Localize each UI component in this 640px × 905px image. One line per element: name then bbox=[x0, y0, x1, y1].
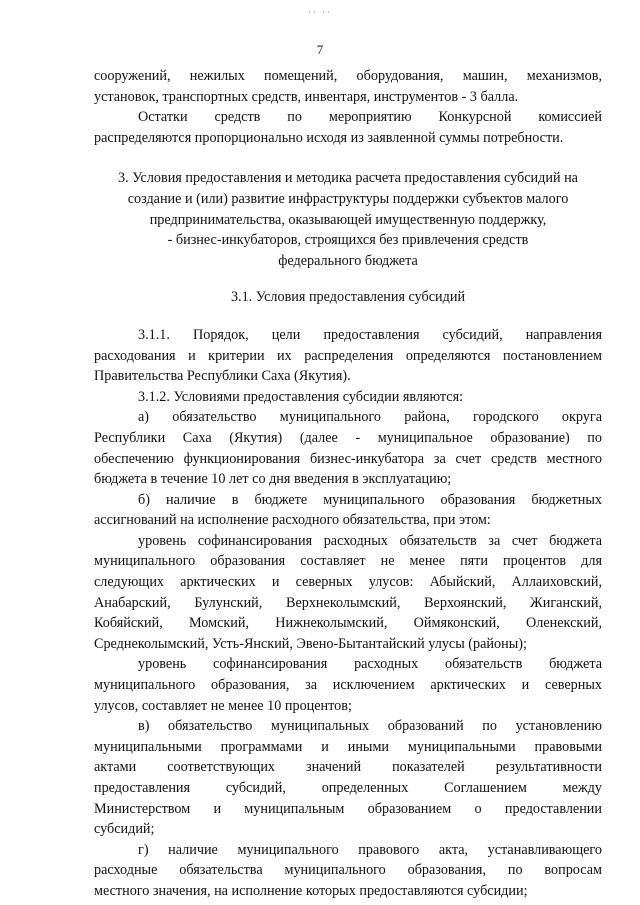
heading-line: - бизнес-инкубаторов, строящихся без привлечения средств bbox=[167, 232, 529, 249]
section-heading bbox=[88, 168, 608, 271]
text-line: обеспечению функционирования бизнес-инкубатора за счет средств местного bbox=[94, 450, 602, 467]
heading-line: 3. Условия предоставления и методика расчета предоставления субсидий на bbox=[118, 170, 578, 187]
text-line: бюджета в течение 10 лет со дня введения в эксплуатацию; bbox=[94, 471, 452, 488]
paragraph-b bbox=[94, 490, 602, 531]
text-line: г) наличие муниципального правового акта, устанавливающего bbox=[138, 841, 602, 858]
heading-line: предпринимательства, оказывающей имущественную поддержку, bbox=[149, 211, 547, 228]
scan-mark: ·· ·· bbox=[307, 7, 333, 17]
text-line: следующих арктических и северных улусов: Абыйский, Аллаиховский, bbox=[94, 574, 602, 591]
text-line: Среднеколымский, Усть-Янский, Эвено-Бытантайский улусы (районы); bbox=[94, 635, 527, 652]
text-line: Правительства Республики Саха (Якутия). bbox=[94, 368, 351, 385]
subsection-heading: 3.1. Условия предоставления субсидий bbox=[230, 289, 466, 306]
text-line: Республики Саха (Якутия) (далее - муниципальное образование) по bbox=[94, 429, 602, 446]
text-line: субсидий; bbox=[94, 821, 155, 838]
paragraph-v bbox=[94, 716, 602, 840]
text-line: Анабарский, Булунский, Верхнеколымский, Верхоянский, Жиганский, bbox=[94, 594, 602, 611]
heading-line: федерального бюджета bbox=[278, 252, 418, 269]
text-line: расходные обязательства муниципального образования, по вопросам bbox=[94, 862, 602, 879]
text-line: муниципального образования составляет не менее пяти процентов для bbox=[94, 553, 602, 570]
text-line: сооружений, нежилых помещений, оборудования, машин, механизмов, bbox=[94, 68, 602, 84]
text-line: муниципального образования, за исключением арктических и северных bbox=[94, 677, 602, 694]
text-line: предоставления субсидий, определенных Соглашением между bbox=[94, 780, 602, 796]
document-body bbox=[94, 66, 602, 902]
text-line: в) обязательство муниципальных образований по установлению bbox=[138, 718, 602, 735]
page-number: 7 bbox=[316, 42, 324, 57]
text-line: уровень софинансирования расходных обязательств бюджета bbox=[138, 656, 602, 673]
paragraph-a bbox=[94, 407, 602, 489]
text-line: Министерством и муниципальным образованием о предоставлении bbox=[94, 800, 602, 817]
paragraph-3-1-2: 3.1.2. Условиями предоставления субсидии являются: bbox=[138, 388, 464, 405]
text-line: местного значения, на исполнение которых предоставляются субсидии; bbox=[94, 882, 528, 899]
heading-line: создание и (или) развитие инфраструктуры поддержки субъектов малого bbox=[127, 190, 569, 207]
text-line: ассигнований на исполнение расходного обязательства, при этом: bbox=[94, 512, 491, 529]
text-line: улусов, составляет не менее 10 процентов; bbox=[94, 697, 352, 714]
text-line: муниципальными программами и иными муниципальными правовыми bbox=[94, 738, 602, 755]
paragraph-continuation bbox=[94, 66, 602, 148]
paragraph-cofinancing-northern bbox=[94, 531, 602, 655]
text-line: 3.1.1. Порядок, цели предоставления субсидий, направления bbox=[138, 326, 602, 343]
text-line: б) наличие в бюджете муниципального образования бюджетных bbox=[138, 491, 602, 508]
text-line: установок, транспортных средств, инвентаря, инструментов - 3 балла. bbox=[94, 88, 519, 105]
text-line: расходования и критерии их распределения определяются постановлением bbox=[94, 347, 602, 364]
text-line: а) обязательство муниципального района, городского округа bbox=[138, 409, 602, 426]
text-line: актами соответствующих значений показателей результативности bbox=[94, 759, 602, 776]
text-line: распределяются пропорционально исходя из заявленной суммы потребности. bbox=[94, 129, 564, 146]
text-line: уровень софинансирования расходных обязательств за счет бюджета bbox=[138, 532, 602, 549]
text-line: Кобяйский, Момский, Нижнеколымский, Оймяконский, Оленекский, bbox=[94, 615, 602, 632]
paragraph-3-1-1 bbox=[94, 325, 602, 387]
text-line: Остатки средств по мероприятию Конкурсной комиссией bbox=[138, 109, 602, 126]
paragraph-cofinancing-other bbox=[94, 654, 602, 716]
paragraph-g bbox=[94, 840, 602, 902]
